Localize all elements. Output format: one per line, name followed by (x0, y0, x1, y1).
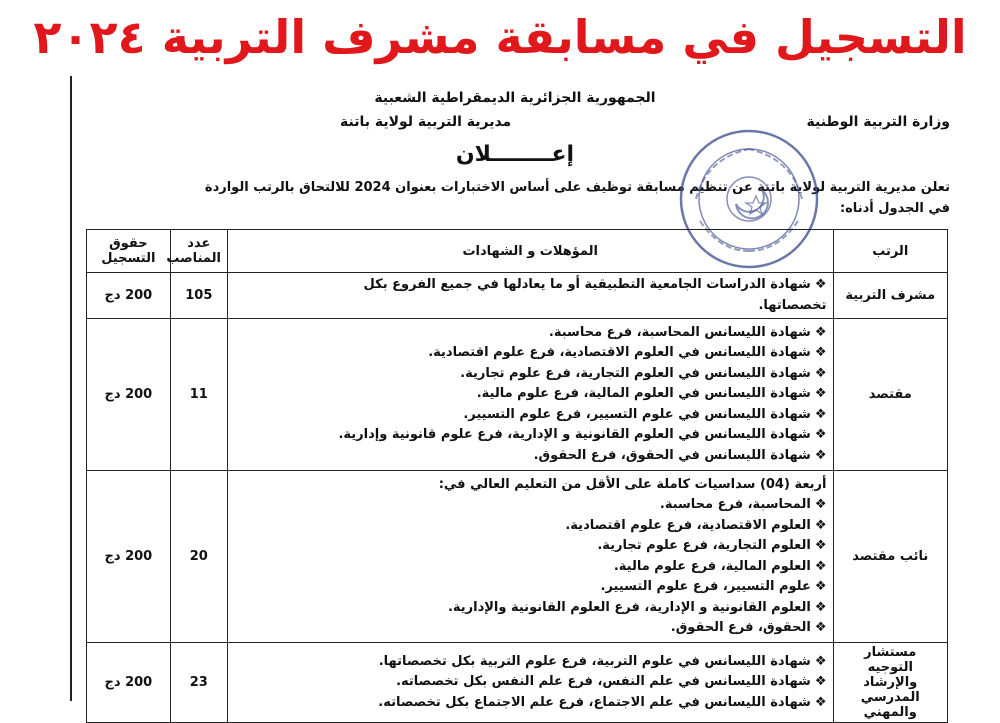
republic-heading: الجمهورية الجزائرية الديمقراطية الشعبية (374, 90, 656, 106)
scan-edge (70, 76, 72, 701)
posts-count: 20 (170, 471, 227, 643)
qualification-item: ❖المحاسبة، فرع محاسبة. (659, 497, 827, 512)
qualification-item: ❖شهادة الليسانس في علم النفس، فرع علم النفس بكل تخصصاته. (396, 674, 827, 690)
bullet-icon: ❖ (814, 538, 827, 553)
table-row (87, 643, 948, 723)
bullet-icon: ❖ (814, 558, 827, 574)
ministry-name: وزارة التربية الوطنية (806, 114, 950, 130)
bullet-icon: ❖ (814, 517, 827, 533)
posts-count: 105 (170, 273, 227, 319)
rank-cell: مشرف التربية (833, 273, 948, 319)
posts-count: 11 (170, 319, 227, 471)
qualifications-cell (227, 319, 833, 471)
bullet-icon: ❖ (814, 694, 827, 710)
qualifications-cell (227, 273, 833, 319)
page-banner-title: التسجيل في مسابقة مشرف التربية ٢٠٢٤ (33, 10, 967, 64)
table-row (87, 319, 948, 471)
header-rank: الرتب (833, 230, 948, 273)
bullet-icon: ❖ (814, 406, 827, 422)
qualification-item: ❖العلوم الاقتصادية، فرع علوم اقتصادية. (565, 517, 827, 533)
table-row (87, 471, 948, 643)
qualification-item: ❖شهادة الليسانس المحاسبة، فرع محاسبة. (548, 324, 827, 340)
header-posts: عدد المناصب (170, 230, 227, 273)
rank-cell: مقتصد (833, 319, 948, 471)
intro-text-line2: في الجدول أدناه: (839, 201, 950, 216)
table-row (87, 273, 948, 319)
qualification-intro: أربعة (04) سداسيات كاملة على الأقل من التعليم العالي في: (438, 476, 827, 492)
header-fees: حقوق التسجيل (87, 230, 171, 273)
intro-text-line1: تعلن مديرية التربية لولاية باتنة عن تنظيم مسابقة توظيف على أساس الاختبارات بعنوان 2024 للالتحاق بالرتب الواردة (204, 180, 950, 195)
qualification-item: ❖العلوم التجارية، فرع علوم تجارية. (597, 538, 827, 553)
bullet-icon: ❖ (814, 345, 827, 361)
qualification-item: ❖شهادة الليسانس في العلوم القانونية و الإدارية، فرع علوم قانونية وإدارية. (338, 427, 827, 443)
header-qualifications: المؤهلات و الشهادات (227, 230, 833, 273)
qualification-item: ❖شهادة الليسانس في علوم التربية، فرع علوم التربية بكل تخصصاتها. (378, 653, 827, 669)
registration-fee: 200 دج (87, 319, 171, 471)
bullet-icon: ❖ (814, 579, 827, 594)
registration-fee: 200 دج (87, 273, 171, 319)
qualification-item: ❖علوم التسيير، فرع علوم التسيير. (600, 579, 827, 594)
bullet-icon: ❖ (814, 620, 827, 635)
bullet-icon: ❖ (814, 427, 827, 443)
qualification-item: تخصصاتها. (758, 297, 827, 313)
rank-cell: نائب مقتصد (833, 471, 948, 643)
qualifications-cell (227, 643, 833, 723)
posts-count: 23 (170, 643, 227, 723)
qualification-item: ❖العلوم القانونية و الإدارية، فرع العلوم القانونية والإدارية. (447, 599, 827, 615)
qualification-item: ❖شهادة الليسانس في العلوم المالية، فرع علوم مالية. (476, 386, 827, 402)
bullet-icon: ❖ (814, 365, 827, 381)
directorate-name: مديرية التربية لولاية باتنة (340, 114, 512, 130)
qualifications-cell (227, 471, 833, 643)
bullet-icon: ❖ (814, 653, 827, 669)
bullet-icon: ❖ (814, 497, 827, 512)
bullet-icon: ❖ (814, 599, 827, 615)
qualification-item: ❖شهادة الدراسات الجامعية التطبيقية أو ما يعادلها في جميع الفروع بكل (363, 277, 827, 292)
table-header-row (87, 230, 948, 273)
registration-fee: 200 دج (87, 643, 171, 723)
announcement-document (70, 76, 960, 720)
qualification-item: ❖شهادة الليسانس في العلوم التجارية، فرع علوم تجارية. (460, 365, 827, 381)
positions-table (86, 229, 948, 723)
bullet-icon: ❖ (814, 674, 827, 690)
qualification-item: ❖الحقوق، فرع الحقوق. (670, 620, 827, 635)
qualification-item: ❖شهادة الليسانس في علم الاجتماع، فرع علم الاجتماع بكل تخصصاته. (378, 694, 827, 710)
bullet-icon: ❖ (814, 324, 827, 340)
bullet-icon: ❖ (814, 277, 827, 292)
registration-fee: 200 دج (87, 471, 171, 643)
bullet-icon: ❖ (814, 447, 827, 463)
qualification-item: ❖العلوم المالية، فرع علوم مالية. (613, 558, 827, 574)
announcement-heading: إعــــــــلان (455, 142, 575, 167)
qualification-item: ❖شهادة الليسانس في علوم التسيير، فرع علوم التسيير. (463, 406, 827, 422)
qualification-item: ❖شهادة الليسانس في العلوم الاقتصادية، فرع علوم اقتصادية. (428, 345, 827, 361)
rank-cell: مستشار التوجيه والإرشاد المدرسي والمهني (833, 643, 948, 723)
bullet-icon: ❖ (814, 386, 827, 402)
qualification-item: ❖شهادة الليسانس في الحقوق، فرع الحقوق. (533, 447, 827, 463)
